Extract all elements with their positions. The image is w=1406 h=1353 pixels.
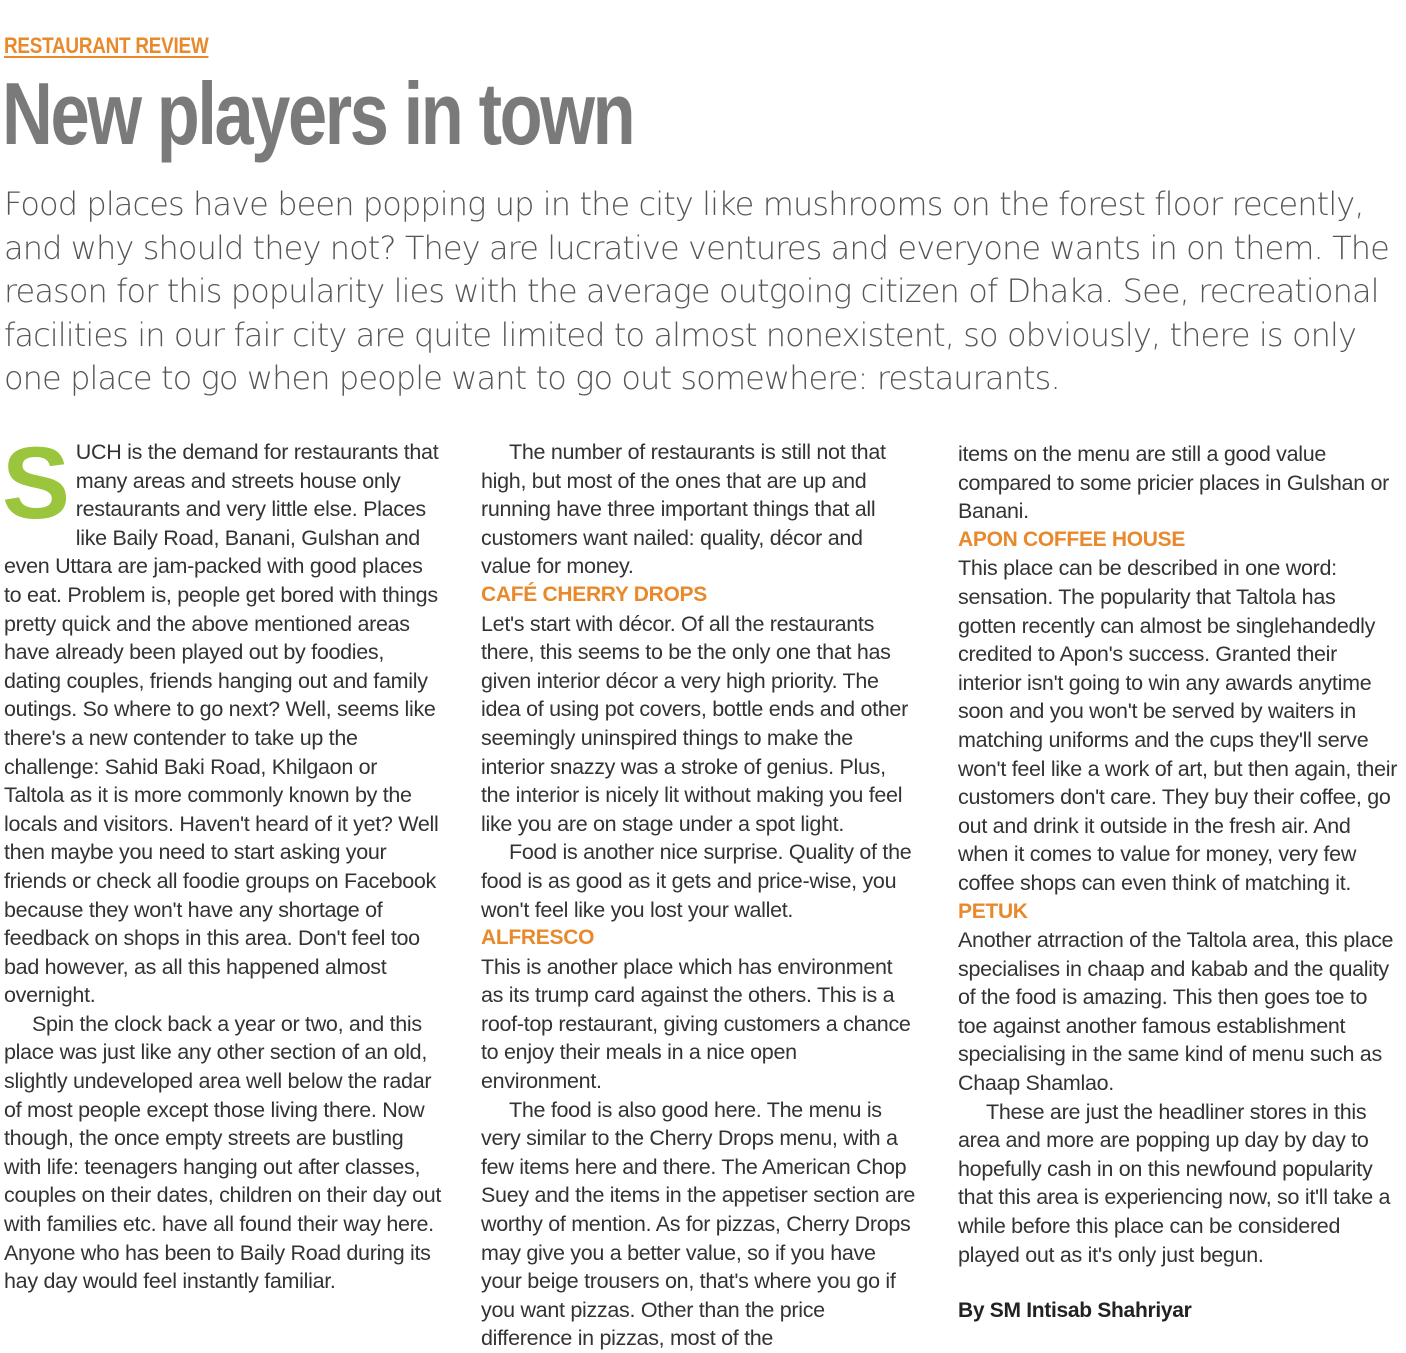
body-paragraph: The food is also good here. The menu is very similar to the Cherry Drops menu, with a few items here and there. The American Chop Suey and the items in the appetiser section are worthy of mention. As for pizzas, Cherry Drops may give you a better value, so if you have your beige trousers on, that's where you go if you want pizzas. Other than the price difference in pizzas, most of the: [481, 1097, 916, 1351]
subhead-apon-coffee-house: APON COFFEE HOUSE: [958, 527, 1186, 551]
subhead-alfresco: ALFRESCO: [481, 926, 595, 950]
body-paragraph: items on the menu are still a good value compared to some pricier places in Gulshan or Banani.: [958, 442, 1390, 524]
article-headline: New players in town: [2, 64, 634, 163]
drop-cap: S: [2, 426, 70, 540]
body-paragraph: Let's start with décor. Of all the restaurants there, this seems to be the only one that has given interior décor a very high priority. The idea of using pot covers, bottle ends and other seemingly uninspired things to make the interior snazzy was a stroke of genius. Plus, the interior is nicely lit without making you feel like you are on stage under a spot light.: [481, 611, 908, 836]
body-paragraph: This is another place which has environment as its trump card against the others. This is a roof-top restaurant, giving customers a chance to enjoy their meals in a nice open environment.: [481, 954, 911, 1094]
body-paragraph: The number of restaurants is still not that high, but most of the ones that are up and running have three important things that all customers want nailed: quality, décor and value for money.: [481, 440, 886, 579]
body-paragraph: Another atrraction of the Taltola area, this place specialises in chaap and kabab and the quality of the food is amazing. This then goes toe to toe against another famous establishment specialising in the same kind of menu such as Chaap Shamlao.: [958, 928, 1394, 1096]
subhead-petuk: PETUK: [958, 899, 1028, 923]
body-paragraph: Food is another nice surprise. Quality of the food is as good as it gets and price-wise, you won't feel like you lost your wallet.: [481, 840, 912, 922]
subhead-cafe-cherry-drops: CAFÉ CHERRY DROPS: [481, 582, 707, 606]
body-paragraph: UCH is the demand for restaurants that many areas and streets house only restaurants and very little else. Places like Baily Road, Banani, Gulshan and even Uttara are jam-packed with good places to eat. Problem is, people get bored with things pretty quick and the above mentioned areas have already been played out by foodies, dating couples, friends hanging out and family outings. So where to go next? Well, seems like there's a new contender to take up the challenge: Sahid Baki Road, Khilgaon or Taltola as it is more commonly known by the locals and visitors. Haven't heard of it yet? Well then maybe you need to start asking your friends or check all foodie groups on Facebook because they won't have any shortage of feedback on shops in this area. Don't feel too bad however, as all this happened almost overnight.: [4, 440, 439, 1008]
body-paragraph: This place can be described in one word: sensation. The popularity that Taltola has gotten recently can almost be singlehandedly credited to Apon's success. Granted their interior isn't going to win any awards anytime soon and you won't be served by waiters in matching uniforms and the cups they'll serve won't feel like a work of art, but then again, their customers don't care. They buy their coffee, go out and drink it outside in the fresh air. And when it comes to value for money, very few coffee shops can even think of matching it.: [958, 556, 1398, 895]
byline: By SM Intisab Shahriyar: [958, 1299, 1192, 1323]
section-kicker[interactable]: RESTAURANT REVIEW: [4, 33, 209, 58]
article-column-1: [2, 426, 442, 1296]
body-paragraph: These are just the headliner stores in this area and more are popping up day by day to hopefully cash in on this newfound popularity that this area is experiencing now, so it'll take a while before this place can be considered played out as it's only just begun.: [958, 1099, 1391, 1267]
article-column-3: [958, 440, 1398, 1326]
body-paragraph: Spin the clock back a year or two, and this place was just like any other section of an old, slightly undeveloped area well below the radar of most people except those living there. Now though, the once empty streets are bustling with life: teenagers hanging out after classes, couples on their dates, children on their day out with families etc. have all found their way here. Anyone who has been to Baily Road during its hay day would feel instantly familiar.: [4, 1011, 442, 1294]
article-deck: Food places have been popping up in the city like mushrooms on the forest floor recently, and why should they not? They are lucrative ventures and everyone wants in on them. The reason for this popularity lies with the average outgoing citizen of Dhaka. See, recreational facilities in our fair city are quite limited to almost nonexistent, so obviously, there is only one place to go when people want to go out somewhere: restaurants.: [4, 185, 1389, 397]
article-column-2: [481, 438, 917, 1353]
